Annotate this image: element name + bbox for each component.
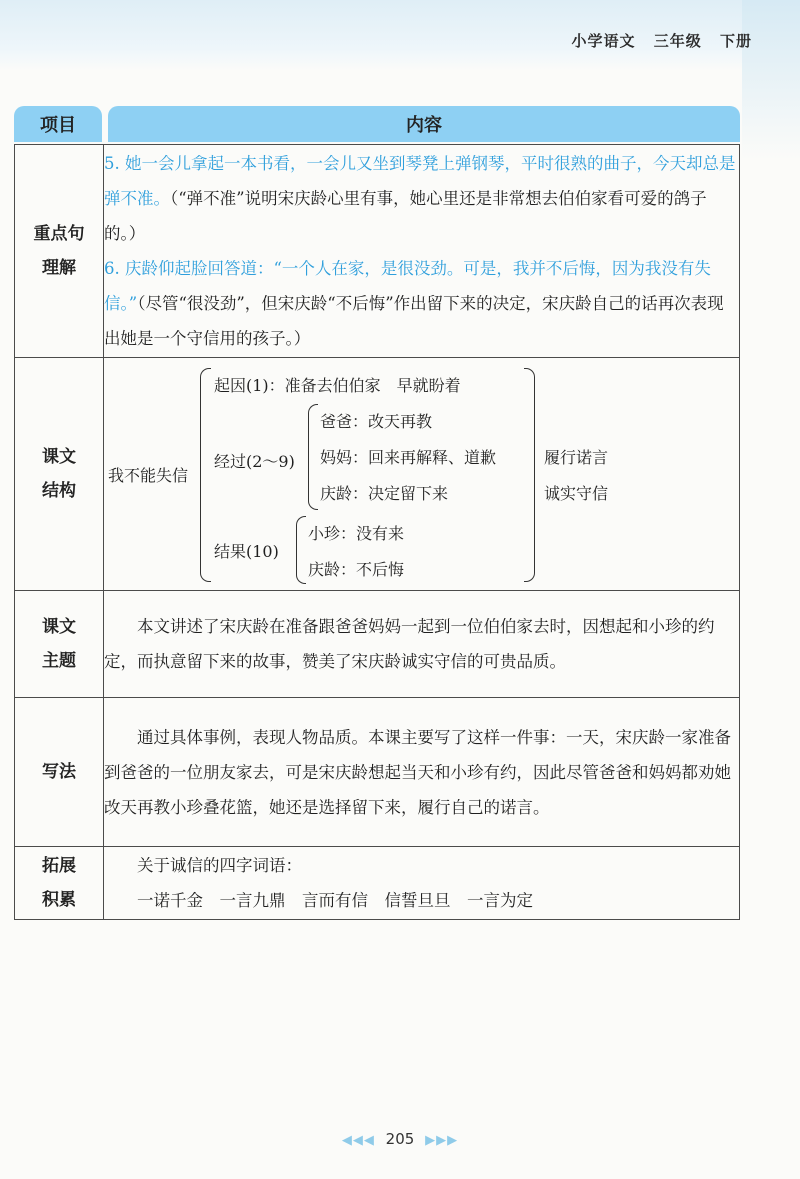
page-number-bar bbox=[0, 1130, 800, 1148]
brace-result bbox=[296, 516, 306, 584]
row-structure bbox=[15, 358, 740, 591]
conclusion-2: 诚实守信 bbox=[544, 484, 609, 503]
pager-left-arrows-icon: ◀◀◀ bbox=[341, 1133, 375, 1148]
brace-conclusion bbox=[524, 368, 535, 582]
content-structure bbox=[104, 358, 740, 591]
page-edge-tab bbox=[742, 0, 800, 160]
page-header bbox=[559, 30, 752, 51]
row-theme bbox=[15, 591, 740, 698]
page-number: 205 bbox=[385, 1130, 415, 1148]
row-key-sentences bbox=[15, 145, 740, 358]
pager-right-arrows-icon: ▶▶▶ bbox=[425, 1133, 459, 1148]
brace-main bbox=[200, 368, 211, 582]
column-head-content: 内容 bbox=[108, 106, 740, 142]
process-item-2: 妈妈：回来再解释、道歉 bbox=[320, 448, 497, 467]
label-structure: 课文 结构 bbox=[15, 358, 104, 591]
structure-cause: 起因(1)：准备去伯伯家 早就盼着 bbox=[214, 376, 461, 395]
process-item-3: 庆龄：决定留下来 bbox=[320, 484, 449, 503]
row-extension bbox=[15, 847, 740, 920]
extension-intro: 关于诚信的四字词语： bbox=[137, 856, 302, 875]
header-volume: 下册 bbox=[719, 32, 752, 50]
result-item-2: 庆龄：不后悔 bbox=[308, 560, 405, 579]
brace-process bbox=[308, 404, 318, 510]
label-extension: 拓展 积累 bbox=[15, 847, 104, 920]
process-item-1: 爸爸：改天再教 bbox=[320, 412, 433, 431]
writing-text: 通过具体事例，表现人物品质。本课主要写了这样一件事：一天，宋庆龄一家准备到爸爸的一位朋友家去，可是宋庆龄想起当天和小珍有约，因此尽管爸爸和妈妈都劝她改天再教小珍叠花篮，她还是选择留下来，履行自己的诺言。 bbox=[104, 727, 731, 817]
header-grade: 三年级 bbox=[653, 32, 702, 50]
structure-diagram bbox=[104, 362, 739, 590]
label-key-sentences: 重点句 理解 bbox=[15, 145, 104, 358]
label-writing: 写法 bbox=[15, 698, 104, 847]
result-item-1: 小珍：没有来 bbox=[308, 524, 405, 543]
content-extension bbox=[104, 847, 740, 920]
column-head-item: 项目 bbox=[14, 106, 102, 142]
content-theme bbox=[104, 591, 740, 698]
structure-root: 我不能失信 bbox=[108, 466, 189, 485]
conclusion-1: 履行诺言 bbox=[544, 448, 609, 467]
structure-result: 结果(10) bbox=[214, 542, 279, 561]
sentence-5: 5. 她一会儿拿起一本书看，一会儿又坐到琴凳上弹钢琴，平时很熟的曲子，今天却总是弹不准。（“弹不准”说明宋庆龄心里有事，她心里还是非常想去伯伯家看可爱的鸽子的。） bbox=[104, 154, 736, 243]
label-theme: 课文 主题 bbox=[15, 591, 104, 698]
content-writing bbox=[104, 698, 740, 847]
study-table bbox=[14, 144, 740, 920]
sentence-6: 6. 庆龄仰起脸回答道：“一个人在家，是很没劲。可是，我并不后悔，因为我没有失信。”（尽管“很没劲”，但宋庆龄“不后悔”作出留下来的决定，宋庆龄自己的话再次表现出她是一个守信用的孩子。） bbox=[104, 259, 724, 348]
extension-words: 一诺千金 一言九鼎 言而有信 信誓旦旦 一言为定 bbox=[137, 891, 533, 910]
structure-process: 经过(2～9) bbox=[214, 452, 295, 471]
header-subject: 小学语文 bbox=[571, 32, 636, 50]
content-key-sentences bbox=[104, 145, 740, 358]
theme-text: 本文讲述了宋庆龄在准备跟爸爸妈妈一起到一位伯伯家去时，因想起和小珍的约定，而执意留下来的故事，赞美了宋庆龄诚实守信的可贵品质。 bbox=[104, 617, 715, 671]
row-writing bbox=[15, 698, 740, 847]
